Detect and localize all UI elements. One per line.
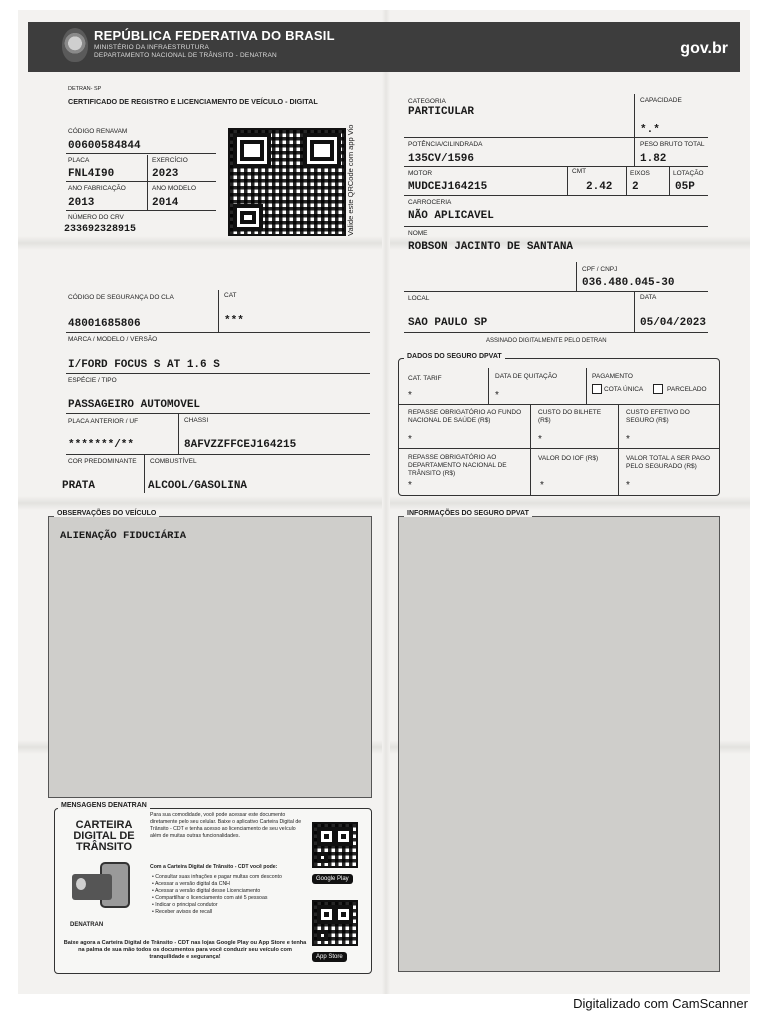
crv-label: NÚMERO DO CRV <box>68 214 124 221</box>
especie-value: PASSAGEIRO AUTOMOVEL <box>68 399 201 411</box>
cota-unica-label: COTA ÚNICA <box>604 386 644 393</box>
detran-tag: DETRAN- SP <box>68 86 102 92</box>
placa-label: PLACA <box>68 157 90 164</box>
ano-fabricacao-label: ANO FABRICAÇÃO <box>68 185 126 192</box>
capacidade-label: CAPACIDADE <box>640 97 682 104</box>
cdt-logo-text <box>62 820 146 853</box>
divider <box>66 153 216 154</box>
exercicio-label: EXERCÍCIO <box>152 157 188 164</box>
cpf-label: CPF / CNPJ <box>582 266 618 273</box>
marca-value: I/FORD FOCUS S AT 1.6 S <box>68 359 220 371</box>
divider <box>147 155 148 211</box>
divider <box>66 454 370 455</box>
pagamento-label: PAGAMENTO <box>592 373 633 380</box>
coat-of-arms-icon <box>62 28 88 62</box>
valor-total-label: VALOR TOTAL A SER PAGO PELO SEGURADO (R$) <box>626 455 711 470</box>
divider <box>488 368 489 404</box>
cor-label: COR PREDOMINANTE <box>68 458 137 465</box>
divider <box>144 455 145 493</box>
divider <box>178 414 179 454</box>
govbr-logo: gov.br <box>680 40 728 57</box>
header-title: REPÚBLICA FEDERATIVA DO BRASIL <box>94 28 335 43</box>
divider <box>404 332 708 333</box>
qr-code <box>228 128 346 236</box>
placa-anterior-value: *******/** <box>68 439 135 451</box>
placa-anterior-label: PLACA ANTERIOR / UF <box>68 418 139 425</box>
lotacao-label: LOTAÇÃO <box>673 170 704 177</box>
potencia-value: 135CV/1596 <box>408 153 475 165</box>
cdt-line-2: DIGITAL DE <box>73 830 135 842</box>
info-seguro-panel <box>398 516 720 972</box>
app-store-qr <box>312 900 358 946</box>
divider <box>398 448 720 449</box>
assinado-text: ASSINADO DIGITALMENTE PELO DETRAN <box>486 338 607 344</box>
cor-value: PRATA <box>62 480 96 492</box>
combustivel-value: ALCOOL/GASOLINA <box>148 480 248 492</box>
phone-card-icon <box>70 862 142 910</box>
mensagens-intro: Para sua comodidade, você pode acessar este documento diretamente pelo seu celular. Baixe o aplicativo Carteira Digital de Trânsito - CDT e tenha acesso ao licenciamento de seu veículo além de muitas outras funcionalidades. <box>150 812 302 839</box>
divider <box>66 332 370 333</box>
divider <box>218 290 219 332</box>
chassi-label: CHASSI <box>184 417 209 424</box>
parcelado-label: PARCELADO <box>667 386 707 393</box>
cmt-label: CMT <box>572 168 587 175</box>
cota-unica-checkbox[interactable] <box>592 384 602 394</box>
potencia-label: POTÊNCIA/CILINDRADA <box>408 141 483 148</box>
divider <box>576 262 577 292</box>
bullet-item: • Compartilhar o licenciamento com até 5 pessoas <box>152 895 268 901</box>
eixos-label: EIXOS <box>630 170 650 177</box>
divider <box>634 94 635 138</box>
divider <box>66 181 216 182</box>
mensagens-title: MENSAGENS DENATRAN <box>58 802 150 809</box>
lotacao-value: 05P <box>675 181 695 193</box>
data-quitacao-label: DATA DE QUITAÇÃO <box>495 373 558 380</box>
data-label: DATA <box>640 294 657 301</box>
qr-caption: Valide este QRCode com app Vio <box>346 124 355 236</box>
observacoes-text: ALIENAÇÃO FIDUCIÁRIA <box>60 530 187 542</box>
data-value: 05/04/2023 <box>640 317 707 329</box>
eixos-value: 2 <box>632 181 639 193</box>
motor-label: MOTOR <box>408 170 433 177</box>
divider <box>530 404 531 496</box>
divider <box>66 373 370 374</box>
categoria-label: CATEGORIA <box>408 98 446 105</box>
camscanner-watermark: Digitalizado com CamScanner <box>573 996 748 1011</box>
iof-label: VALOR DO IOF (R$) <box>538 455 599 462</box>
cdt-line-3: TRÂNSITO <box>75 841 133 853</box>
local-value: SAO PAULO SP <box>408 317 488 329</box>
custo-efetivo-value: * <box>626 434 630 445</box>
bullet-item: • Indicar o principal condutor <box>152 902 218 908</box>
peso-value: 1.82 <box>640 153 667 165</box>
bullet-item: • Acessar a versão digital desse Licenciamento <box>152 888 261 894</box>
divider <box>404 137 708 138</box>
observacoes-panel <box>48 516 372 798</box>
bullet-item: • Receber avisos de recall <box>152 909 213 915</box>
ano-modelo-label: ANO MODELO <box>152 185 197 192</box>
local-label: LOCAL <box>408 295 430 302</box>
carroceria-label: CARROCERIA <box>408 199 452 206</box>
dpvat-title: DADOS DO SEGURO DPVAT <box>404 353 505 360</box>
parcelado-checkbox[interactable] <box>653 384 663 394</box>
nome-value: ROBSON JACINTO DE SANTANA <box>408 241 574 253</box>
motor-value: MUDCEJ164215 <box>408 181 488 193</box>
divider <box>404 166 708 167</box>
iof-value: * <box>540 480 544 491</box>
cat-tarif-label: CAT. TARIF <box>408 375 442 382</box>
cpf-value: 036.480.045-30 <box>582 277 675 289</box>
document-title: CERTIFICADO DE REGISTRO E LICENCIAMENTO DE VEÍCULO - DIGITAL <box>68 97 318 106</box>
google-play-badge[interactable]: Google Play <box>312 874 353 884</box>
especie-label: ESPÉCIE / TIPO <box>68 377 117 384</box>
exercicio-value: 2023 <box>152 168 179 180</box>
renavam-label: CÓDIGO RENAVAM <box>68 128 128 135</box>
bullet-item: • Acessar a versão digital da CNH <box>152 881 230 887</box>
repasse-fns-value: * <box>408 434 412 445</box>
divider <box>404 195 708 196</box>
nome-label: NOME <box>408 230 428 237</box>
cla-value: 48001685806 <box>68 318 141 330</box>
repasse-fns-label: REPASSE OBRIGATÓRIO AO FUNDO NACIONAL DE SAÚDE (R$) <box>408 409 522 424</box>
data-quitacao-value: * <box>495 390 499 401</box>
divider <box>626 167 627 195</box>
divider <box>398 404 720 405</box>
bullet-item: • Consultar suas infrações e pagar multas com desconto <box>152 874 282 880</box>
cmt-value: 2.42 <box>586 181 613 193</box>
mensagens-with-cdt: Com a Carteira Digital de Trânsito - CDT você pode: <box>150 864 278 870</box>
categoria-value: PARTICULAR <box>408 106 475 118</box>
chassi-value: 8AFVZZFFCEJ164215 <box>184 439 297 451</box>
custo-bilhete-value: * <box>538 434 542 445</box>
header-ministry: MINISTÉRIO DA INFRAESTRUTURA <box>94 44 210 51</box>
app-store-badge[interactable]: App Store <box>312 952 347 962</box>
mensagens-bullets <box>152 874 302 916</box>
divider <box>586 368 587 404</box>
observacoes-title: OBSERVAÇÕES DO VEÍCULO <box>54 510 159 517</box>
repasse-dnt-value: * <box>408 480 412 491</box>
valor-total-value: * <box>626 480 630 491</box>
cat-tarif-value: * <box>408 390 412 401</box>
divider <box>634 138 635 166</box>
divider <box>404 226 708 227</box>
custo-efetivo-label: CUSTO EFETIVO DO SEGURO (R$) <box>626 409 690 424</box>
cat-label: CAT <box>224 292 237 299</box>
marca-label: MARCA / MODELO / VERSÃO <box>68 336 158 343</box>
custo-bilhete-label: CUSTO DO BILHETE (R$) <box>538 409 602 424</box>
placa-value: FNL4I90 <box>68 168 115 180</box>
denatran-small: DENATRAN <box>70 922 104 928</box>
combustivel-label: COMBUSTÍVEL <box>150 458 197 465</box>
header-department: DEPARTAMENTO NACIONAL DE TRÂNSITO - DENATRAN <box>94 52 277 59</box>
repasse-dnt-label: REPASSE OBRIGATÓRIO AO DEPARTAMENTO NACIONAL DE TRÂNSITO (R$) <box>408 454 507 477</box>
capacidade-value: *.* <box>640 124 660 136</box>
divider <box>669 167 670 195</box>
header-bar <box>28 22 740 72</box>
info-seguro-title: INFORMAÇÕES DO SEGURO DPVAT <box>404 510 532 517</box>
divider <box>404 291 708 292</box>
cat-value: *** <box>224 315 244 327</box>
cdt-line-1: CARTEIRA <box>75 819 133 831</box>
divider <box>66 210 216 211</box>
divider <box>66 413 370 414</box>
mensagens-footer: Baixe agora a Carteira Digital de Trânsito - CDT nas lojas Google Play ou App Store e tenha na palma de sua mão todos os documentos para você conduzir seu veículo com tranquilidade e segurança! <box>63 940 307 960</box>
ano-fabricacao-value: 2013 <box>68 197 95 209</box>
carroceria-value: NÃO APLICAVEL <box>408 210 494 222</box>
divider <box>618 404 619 496</box>
google-play-qr <box>312 822 358 868</box>
divider <box>634 292 635 332</box>
ano-modelo-value: 2014 <box>152 197 179 209</box>
peso-label: PESO BRUTO TOTAL <box>640 141 705 148</box>
divider <box>567 167 568 195</box>
renavam-value: 00600584844 <box>68 140 141 152</box>
fold-crease-vertical <box>382 10 390 994</box>
cla-label: CÓDIGO DE SEGURANÇA DO CLA <box>68 294 174 301</box>
crv-value: 233692328915 <box>64 224 137 235</box>
